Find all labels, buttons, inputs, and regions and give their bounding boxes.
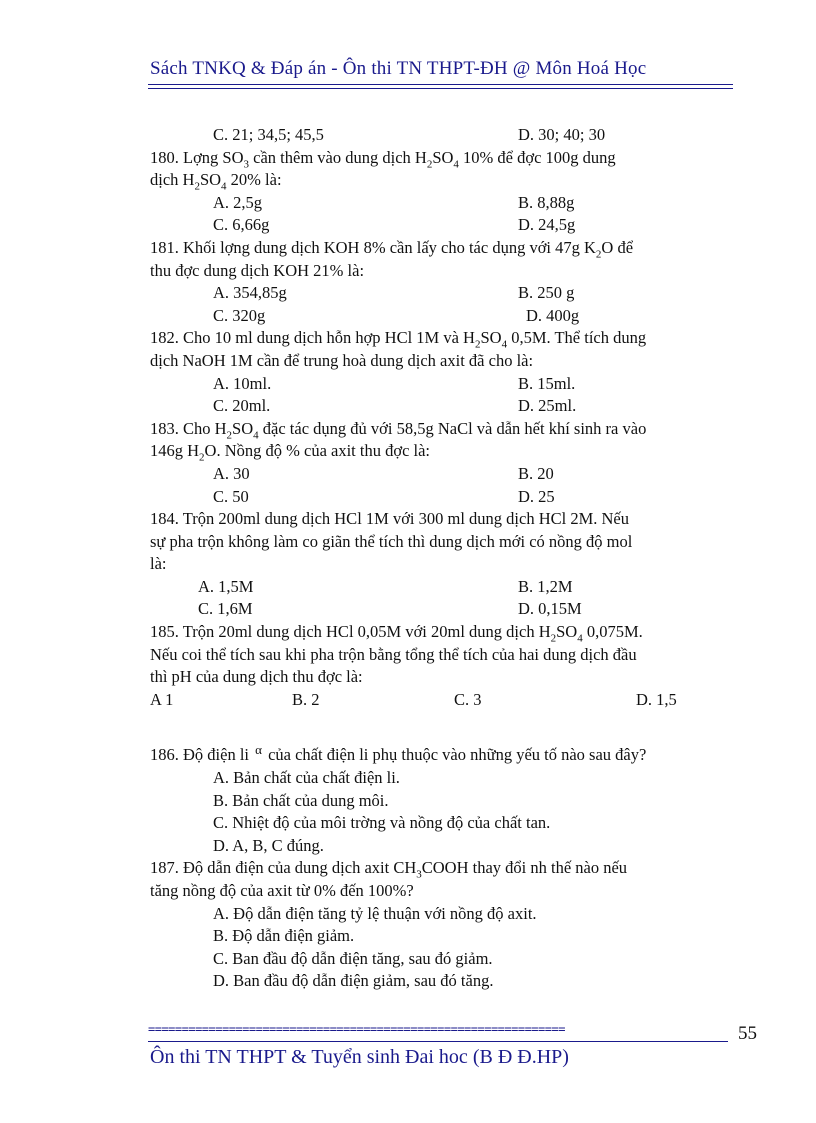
- page-header-title: Sách TNKQ & Đáp án - Ôn thi TN THPT-ĐH @ Môn Hoá Học: [150, 58, 647, 79]
- q180-option-a: A. 2,5g: [213, 192, 263, 212]
- q184-options-row-2: [150, 598, 762, 621]
- q184-option-d: D. 0,15M: [518, 599, 582, 619]
- q184-option-c: C. 1,6M: [198, 599, 253, 619]
- q183-option-b: B. 20: [518, 463, 554, 483]
- header-rule-top: [148, 84, 733, 85]
- q187-stem-line-1: 187. Độ dẫn điện của dung dịch axit $CH_3COOH$ thay đổi nh thế nào nếu: [150, 858, 628, 881]
- q183-option-d: D. 25: [518, 486, 555, 506]
- page-number: 55: [738, 1023, 757, 1044]
- q181-option-a: A. 354,85g: [213, 283, 287, 303]
- q187-stem-line-2: tăng nồng độ của axit từ 0% đến 100%?: [150, 881, 414, 900]
- q184-option-a: A. 1,5M: [198, 576, 254, 596]
- q182-stem-line-1: 182. Cho 10 ml dung dịch hỗn hợp HCl 1M và $H_2SO_4$ 0,5M. Thể tích dung: [150, 328, 647, 351]
- page-footer-title: Ôn thi TN THPT & Tuyển sinh Đai hoc (B Đ Đ.HP): [150, 1046, 569, 1068]
- section-gap: [150, 711, 762, 744]
- q179-option-d: D. 30; 40; 30: [518, 125, 606, 144]
- q185-stem-line-3: thì pH của dung dịch thu đợc là:: [150, 667, 363, 687]
- q179-option-c: C. 21; 34,5; 45,5: [213, 125, 324, 144]
- q182-option-d: D. 25ml.: [518, 396, 577, 416]
- q182-option-c: C. 20ml.: [213, 396, 271, 416]
- q186-option-c: C. Nhiệt độ của môi trờng và nồng độ của chất tan.: [213, 813, 551, 833]
- q186-option-a: A. Bản chất của chất điện li.: [213, 768, 400, 788]
- q180-stem-line-1: 180. Lợng $SO_3$ cần thêm vào dung dịch $H_2SO_4$ 10% để đợc 100g dung: [150, 147, 616, 170]
- q185-option-c: C. 3: [454, 689, 482, 709]
- q187-option-c: C. Ban đầu độ dẫn điện tăng, sau đó giảm.: [213, 948, 493, 968]
- q181-stem-line-2: thu đợc dung dịch KOH 21% là:: [150, 260, 365, 280]
- q182-options-row-2: [150, 395, 762, 418]
- q185-options-row: [150, 689, 762, 712]
- q182-option-a: A. 10ml.: [213, 373, 272, 393]
- q181-options-row-1: [150, 282, 762, 305]
- q187-option-d: D. Ban đầu độ dẫn điện giảm, sau đó tăng.: [213, 971, 494, 991]
- q184-option-b: B. 1,2M: [518, 576, 573, 596]
- q181-option-b: B. 250 g: [518, 283, 575, 303]
- q182-option-b: B. 15ml.: [518, 373, 576, 393]
- q179-options-row: [150, 124, 762, 147]
- q184-stem-line-2: sự pha trộn không làm co giãn thể tích thì dung dịch mới có nồng độ mol: [150, 531, 633, 551]
- q180-option-b: B. 8,88g: [518, 192, 575, 212]
- q180-stem-line-2: dịch $H_2SO_4$ 20% là:: [150, 170, 282, 193]
- q183-options-row-1: [150, 463, 762, 486]
- q183-stem-line-1: 183. Cho $H_2SO_4$ đặc tác dụng đủ với 58,5g NaCl và dẫn hết khí sinh ra vào: [150, 418, 647, 442]
- q186-stem-line-1: 186. Độ điện li $^\alpha$ của chất điện li phụ thuộc vào những yếu tố nào sau đây?: [150, 742, 647, 765]
- q182-stem-line-2: dịch NaOH 1M cần để trung hoà dung dịch axit đã cho là:: [150, 350, 534, 370]
- q185-option-d: D. 1,5: [636, 689, 677, 709]
- q185-stem-line-1: 185. Trộn 20ml dung dịch HCl 0,05M với 20ml dung dịch $H_2SO_4$ 0,075M.: [150, 622, 643, 645]
- q180-option-c: C. 6,66g: [213, 215, 270, 235]
- q180-option-d: D. 24,5g: [518, 215, 576, 235]
- q185-option-b: B. 2: [292, 689, 320, 709]
- q181-option-d: D. 400g: [526, 305, 580, 325]
- q182-options-row-1: [150, 373, 762, 396]
- q180-options-row-1: [150, 192, 762, 215]
- q187-option-b: B. Độ dẫn điện giảm.: [213, 926, 355, 946]
- q183-option-c: C. 50: [213, 486, 249, 506]
- q180-options-row-2: [150, 214, 762, 237]
- q183-option-a: A. 30: [213, 463, 250, 483]
- q184-options-row-1: [150, 576, 762, 599]
- q181-options-row-2: [150, 305, 762, 328]
- q181-stem-line-1: 181. Khối lợng dung dịch KOH 8% cần lấy cho tác dụng với 47g $K_2O$ để: [150, 237, 634, 261]
- q184-stem-line-1: 184. Trộn 200ml dung dịch HCl 1M với 300 ml dung dịch HCl 2M. Nếu: [150, 509, 629, 529]
- q184-stem-line-3: là:: [150, 554, 167, 574]
- footer-rule: [148, 1041, 728, 1042]
- alpha-symbol: α: [255, 742, 262, 758]
- footer-dashes: ==============================================================: [148, 1022, 565, 1036]
- q185-stem-line-2: Nếu coi thể tích sau khi pha trộn bằng tổng thể tích của hai dung dịch đầu: [150, 644, 637, 664]
- question-content: [150, 124, 762, 993]
- header-rule-bottom: [148, 88, 733, 89]
- q187-option-a: A. Độ dẫn điện tăng tỷ lệ thuận với nồng độ axit.: [213, 903, 537, 923]
- q183-stem-line-2: 146g $H_2O$. Nồng độ % của axit thu đợc là:: [150, 441, 431, 464]
- q183-options-row-2: [150, 486, 762, 509]
- q186-option-d: D. A, B, C đúng.: [213, 835, 324, 855]
- q181-option-c: C. 320g: [213, 305, 266, 325]
- q185-option-a: A 1: [150, 689, 174, 709]
- q186-option-b: B. Bản chất của dung môi.: [213, 790, 389, 810]
